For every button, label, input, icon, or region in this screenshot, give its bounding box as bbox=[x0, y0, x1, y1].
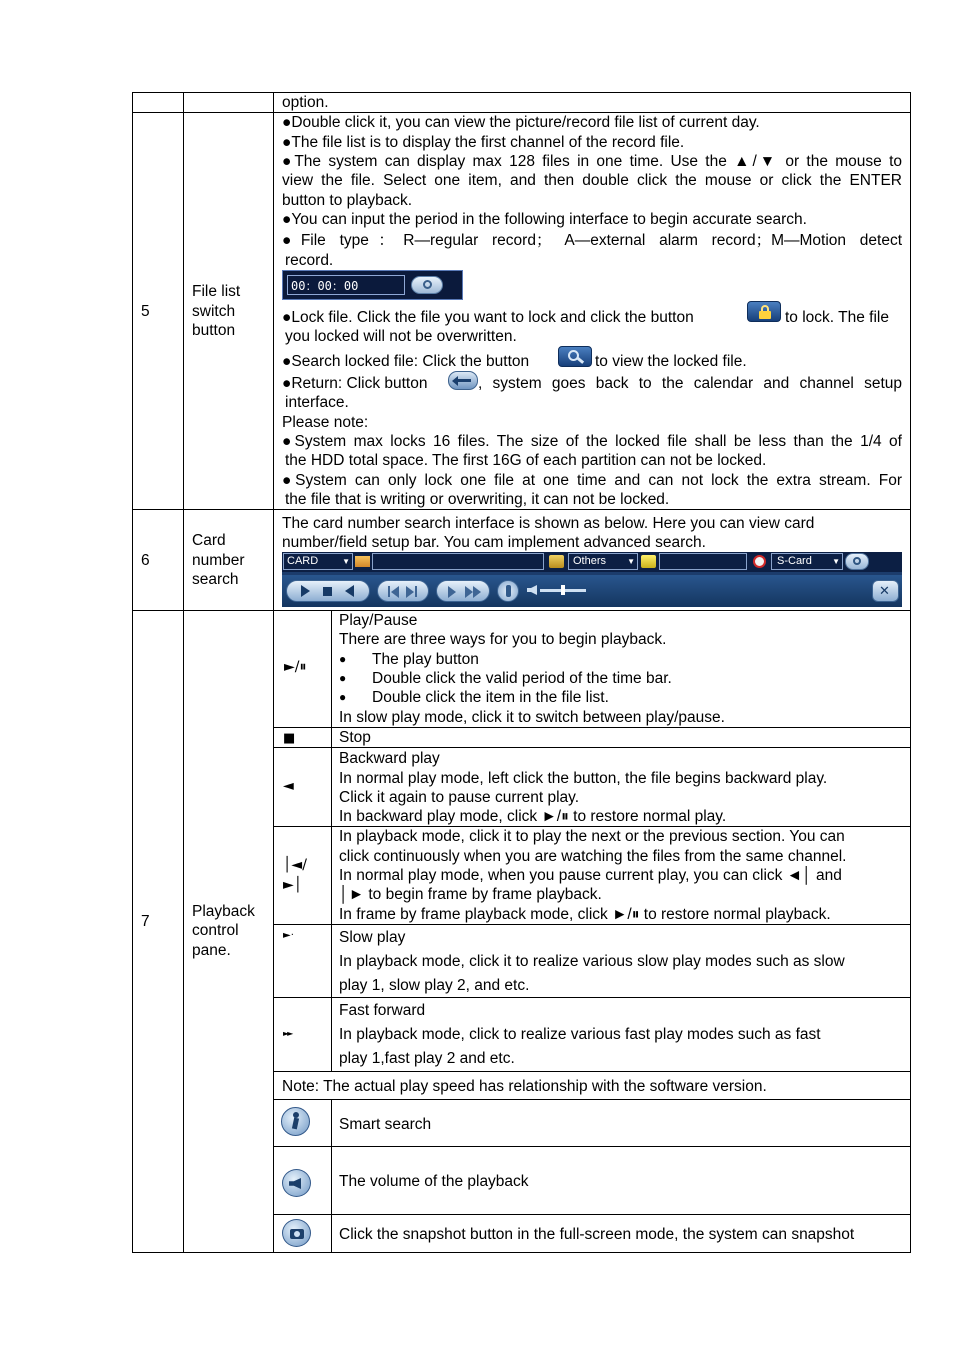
time-value: 00：00：00 bbox=[291, 279, 359, 293]
bullet: ● bbox=[339, 671, 347, 685]
search-icon[interactable] bbox=[411, 276, 443, 294]
slow-text-line: play 1, slow play 2, and etc. bbox=[339, 977, 530, 994]
volume-label: The volume of the playback bbox=[339, 1173, 529, 1190]
prev-frame-arrow-icon bbox=[391, 586, 399, 598]
close-button[interactable] bbox=[872, 580, 899, 602]
row5-name-line: switch bbox=[192, 303, 236, 320]
row5-text-line: ●The file list is to display the first channel of the record file. bbox=[282, 134, 685, 151]
row5-text-line: ●You can input the period in the following interface to begin accurate search. bbox=[282, 211, 807, 228]
slow-play-icon[interactable] bbox=[448, 586, 456, 598]
card-type-select[interactable] bbox=[283, 553, 353, 570]
frame-text-line: In normal play mode, when you pause current play, you can click ◄│ and bbox=[339, 867, 842, 884]
stop-title: Stop bbox=[339, 729, 371, 746]
row6-name-line: search bbox=[192, 571, 239, 588]
row-divider bbox=[132, 610, 911, 611]
slow-text-line: In playback mode, click it to realize various slow play modes such as slow bbox=[339, 953, 845, 970]
play-bullet-item: The play button bbox=[372, 651, 479, 668]
table-border-top bbox=[132, 92, 911, 93]
card-type-value: CARD bbox=[287, 555, 319, 567]
back-text-line: In normal play mode, left click the button, the file begins backward play. bbox=[339, 770, 828, 787]
row5-text-line: ●Return: Click button bbox=[282, 375, 428, 392]
inner-row-divider bbox=[273, 1099, 911, 1100]
row5-text-line: ●Lock file. Click the file you want to lock and click the button bbox=[282, 309, 694, 326]
inner-col-divider bbox=[331, 1099, 332, 1252]
table-col-divider-2 bbox=[273, 92, 274, 1252]
frame-text-line: In playback mode, click it to play the next or the previous section. You can bbox=[339, 828, 845, 845]
row7-name-line: Playback bbox=[192, 903, 255, 920]
field-icon bbox=[641, 555, 656, 568]
table-border-right bbox=[910, 92, 911, 1252]
time-search-widget[interactable] bbox=[282, 270, 463, 300]
field-icon bbox=[355, 556, 370, 567]
row5-name-line: button bbox=[192, 322, 236, 339]
speed-note: Note: The actual play speed has relationship with the software version. bbox=[282, 1078, 767, 1095]
row5-text-line: , system goes back to the calendar and channel setup bbox=[478, 375, 902, 392]
backward-icon[interactable] bbox=[345, 585, 354, 597]
smart-search-label: Smart search bbox=[339, 1116, 432, 1133]
row6-name-line: number bbox=[192, 552, 245, 569]
fast-text-line: play 1,fast play 2 and etc. bbox=[339, 1050, 515, 1067]
return-icon[interactable] bbox=[448, 371, 478, 390]
volume-icon bbox=[282, 1169, 311, 1197]
inner-row-divider bbox=[273, 997, 911, 998]
row5-text-line: ●File type：R—regular record； A—external alarm record；M—Motion detect bbox=[282, 232, 902, 249]
row7-number: 7 bbox=[141, 913, 150, 930]
time-input[interactable] bbox=[287, 275, 405, 295]
next-frame-icon[interactable] bbox=[415, 586, 417, 597]
row5-text-line: interface. bbox=[285, 394, 349, 411]
fast-forward-icon: ►► bbox=[283, 1029, 292, 1038]
playback-toolbar bbox=[282, 575, 902, 607]
next-frame-arrow-icon bbox=[406, 586, 414, 598]
search-locked-file-icon[interactable] bbox=[558, 346, 592, 367]
play-bullet-item: Double click the valid period of the time bar. bbox=[372, 670, 672, 687]
frame-text-line: In frame by frame playback mode, click ►/⏸ to restore normal playback. bbox=[339, 906, 831, 923]
row5-text-line: you locked will not be overwritten. bbox=[285, 328, 517, 345]
forbid-icon bbox=[753, 555, 766, 568]
row6-number: 6 bbox=[141, 552, 150, 569]
others-input[interactable] bbox=[659, 553, 747, 570]
prev-frame-icon[interactable] bbox=[388, 586, 390, 597]
play-pause-icon: ►/⏸ bbox=[284, 659, 307, 675]
row5-text-line: record. bbox=[285, 252, 334, 269]
row5-note-label: Please note: bbox=[282, 414, 369, 431]
row6-text-line: number/field setup bar. You cam implement advanced search. bbox=[282, 534, 706, 551]
row6-text-line: The card number search interface is shown as below. Here you can view card bbox=[282, 515, 815, 532]
back-text-line: In backward play mode, click ►/⏸ to restore normal play. bbox=[339, 808, 727, 825]
inner-col-divider bbox=[331, 610, 332, 1071]
snapshot-icon bbox=[282, 1219, 311, 1247]
back-text-line: Click it again to pause current play. bbox=[339, 789, 580, 806]
frame-step-group[interactable] bbox=[377, 580, 429, 602]
row5-note-line: ●System can only lock one file at one time and can not lock the extra stream. For bbox=[282, 472, 902, 489]
table-border-left bbox=[132, 92, 133, 1252]
row5-text-line: to view the locked file. bbox=[595, 353, 747, 370]
table-col-divider-1 bbox=[183, 92, 184, 1252]
fast-forward-icon[interactable] bbox=[465, 586, 473, 598]
inner-row-divider bbox=[273, 1146, 911, 1147]
row5-text-line: ●Search locked file: Click the button bbox=[282, 353, 530, 370]
row5-text-line: ●Double click it, you can view the picture/record file list of current day. bbox=[282, 114, 760, 131]
row5-text-line: to lock. The file bbox=[785, 309, 889, 326]
slow-fast-group[interactable] bbox=[436, 580, 490, 602]
row5-note-line: ●System max locks 16 files. The size of the locked file shall be less than the 1/4 of bbox=[282, 433, 902, 450]
person-icon bbox=[506, 585, 511, 597]
smart-search-button[interactable] bbox=[497, 580, 519, 602]
fast-title: Fast forward bbox=[339, 1002, 426, 1019]
play-title: Play/Pause bbox=[339, 612, 418, 629]
smart-search-icon bbox=[281, 1107, 310, 1136]
chevron-down-icon: ▼ bbox=[342, 557, 350, 566]
fast-text-line: In playback mode, click to realize various fast play modes such as fast bbox=[339, 1026, 821, 1043]
close-icon: ✕ bbox=[879, 583, 890, 598]
volume-icon[interactable] bbox=[527, 585, 537, 595]
row7-name-line: pane. bbox=[192, 942, 231, 959]
slow-title: Slow play bbox=[339, 929, 406, 946]
volume-slider-thumb[interactable] bbox=[561, 585, 565, 595]
lock-icon[interactable] bbox=[747, 301, 781, 322]
card-search-button[interactable] bbox=[845, 553, 869, 570]
bullet: ● bbox=[339, 690, 347, 704]
snapshot-label: Click the snapshot button in the full-screen mode, the system can snapshot bbox=[339, 1226, 855, 1243]
frame-text-line: │► to begin frame by frame playback. bbox=[339, 886, 602, 903]
search-icon bbox=[853, 557, 861, 565]
play-icon[interactable] bbox=[301, 585, 310, 597]
others-select[interactable] bbox=[568, 553, 638, 570]
next-frame-icon: ►│ bbox=[283, 877, 303, 893]
bullet: ● bbox=[339, 652, 347, 666]
fast-forward-icon-2 bbox=[473, 586, 481, 598]
table-border-bottom bbox=[132, 1252, 911, 1253]
row5-text-line: view the file. Select one item, and then double click the mouse or click the ENTER bbox=[282, 172, 902, 189]
card-field-row bbox=[282, 552, 902, 572]
row6-name-line: Card bbox=[192, 532, 226, 549]
slow-play-icon: ►· bbox=[283, 930, 294, 941]
scard-select[interactable] bbox=[771, 553, 843, 570]
chevron-down-icon: ▼ bbox=[832, 557, 840, 566]
others-value: Others bbox=[573, 555, 607, 567]
row5-number: 5 bbox=[141, 303, 150, 320]
row5-note-line: the HDD total space. The first 16G of each partition can not be locked. bbox=[285, 452, 767, 469]
card-search-bar bbox=[282, 552, 902, 607]
stop-icon[interactable] bbox=[323, 587, 332, 596]
row5-text-line: button to playback. bbox=[282, 192, 413, 209]
play-text-line: In slow play mode, click it to switch between play/pause. bbox=[339, 709, 725, 726]
row5-text-line: ●The system can display max 128 files in one time. Use the ▲/▼ or the mouse to bbox=[282, 153, 902, 170]
stop-icon: ■ bbox=[283, 731, 296, 746]
play-stop-back-group[interactable] bbox=[286, 580, 370, 602]
play-bullet-item: Double click the item in the file list. bbox=[372, 689, 609, 706]
row-top-text: option. bbox=[282, 94, 329, 111]
card-number-input[interactable] bbox=[372, 553, 544, 570]
back-title: Backward play bbox=[339, 750, 440, 767]
row7-name-line: control bbox=[192, 922, 239, 939]
frame-text-line: click continuously when you are watching the files from the same channel. bbox=[339, 848, 847, 865]
scard-value: S-Card bbox=[777, 555, 812, 567]
row5-name-line: File list bbox=[192, 283, 241, 300]
play-text-line: There are three ways for you to begin playback. bbox=[339, 631, 667, 648]
previous-frame-icon: │◄/ bbox=[283, 857, 307, 873]
row5-note-line: the file that is writing or overwriting, it can not be locked. bbox=[285, 491, 670, 508]
chevron-down-icon: ▼ bbox=[627, 557, 635, 566]
inner-row-divider bbox=[273, 1071, 911, 1072]
inner-row-divider bbox=[273, 1214, 911, 1215]
backward-play-icon: ◄ bbox=[283, 778, 294, 794]
field-setup-icon[interactable] bbox=[549, 555, 564, 568]
